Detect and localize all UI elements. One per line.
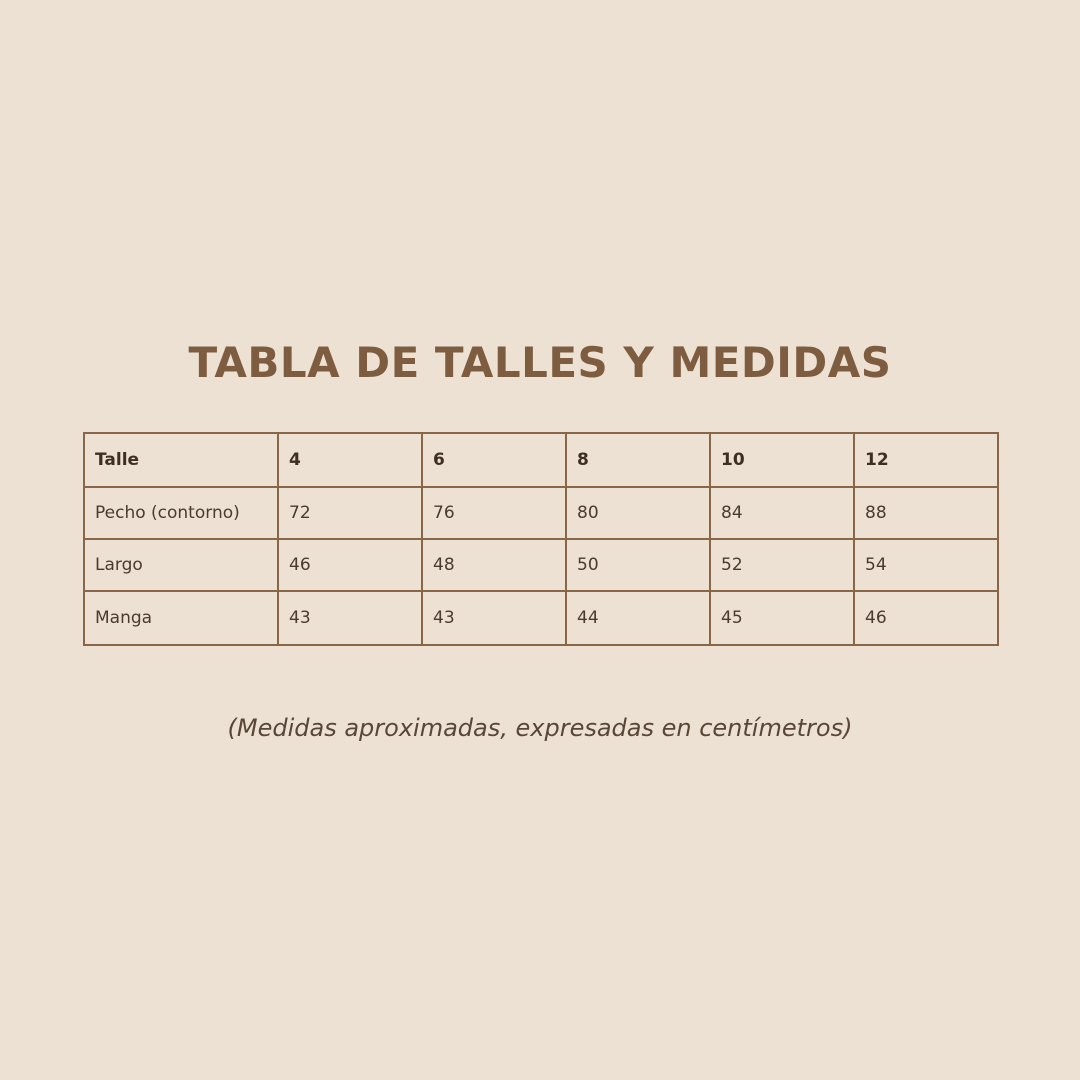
table-cell: 80 (566, 487, 710, 539)
table-cell: 43 (278, 591, 422, 645)
header-cell: 4 (278, 433, 422, 487)
table-cell: 46 (278, 539, 422, 591)
measurement-note: (Medidas aproximadas, expresadas en centímetros) (227, 714, 853, 742)
table-cell: 76 (422, 487, 566, 539)
row-label: Manga (84, 591, 278, 645)
header-cell: 10 (710, 433, 854, 487)
header-cell: 12 (854, 433, 998, 487)
table-cell: 48 (422, 539, 566, 591)
table-cell: 52 (710, 539, 854, 591)
table-cell: 43 (422, 591, 566, 645)
header-cell: 8 (566, 433, 710, 487)
table-row (84, 487, 998, 539)
page-title: TABLA DE TALLES Y MEDIDAS (188, 338, 892, 387)
table-cell: 88 (854, 487, 998, 539)
table-cell: 84 (710, 487, 854, 539)
table-cell: 46 (854, 591, 998, 645)
row-label: Pecho (contorno) (84, 487, 278, 539)
header-cell: Talle (84, 433, 278, 487)
header-cell: 6 (422, 433, 566, 487)
row-label: Largo (84, 539, 278, 591)
table-cell: 44 (566, 591, 710, 645)
table-cell: 50 (566, 539, 710, 591)
table-cell: 54 (854, 539, 998, 591)
table-cell: 45 (710, 591, 854, 645)
table-header-row (84, 433, 998, 487)
size-table (83, 432, 999, 646)
table-row (84, 591, 998, 645)
table-cell: 72 (278, 487, 422, 539)
table-row (84, 539, 998, 591)
